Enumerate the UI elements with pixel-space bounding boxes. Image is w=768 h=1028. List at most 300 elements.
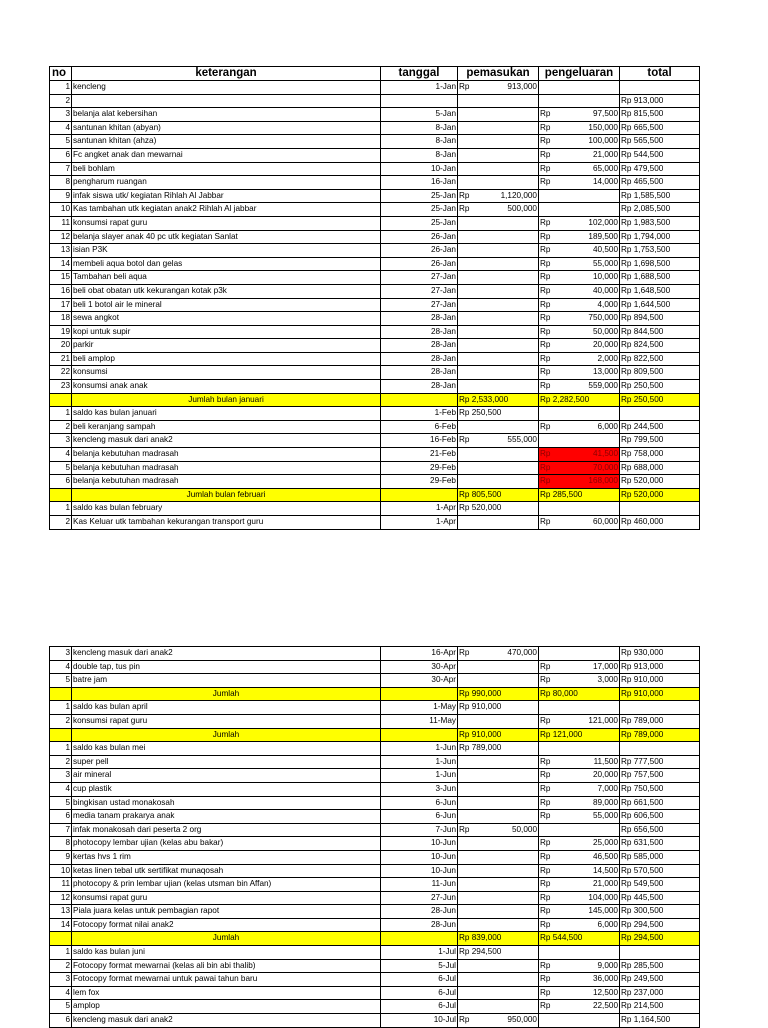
amount: 60,000 (592, 517, 618, 526)
amount: 150,000 (588, 122, 618, 132)
amount: 750,000 (588, 313, 618, 323)
currency-prefix: Rp (540, 245, 551, 255)
row-income (458, 271, 539, 285)
currency-prefix: Rp (459, 204, 470, 214)
row-date: 27-Jan (381, 284, 458, 298)
row-date: 29-Feb (381, 461, 458, 475)
amount: 145,000 (588, 906, 618, 916)
row-income (458, 973, 539, 987)
row-balance: Rp 930,000 (620, 647, 700, 661)
row-description: konsumsi (72, 366, 381, 380)
subtotal-row (50, 687, 700, 701)
currency-prefix: Rp (540, 960, 551, 970)
row-balance: Rp 520,000 (620, 475, 700, 489)
row-date: 27-Jun (381, 891, 458, 905)
table-row (50, 420, 700, 434)
row-date: 25-Jan (381, 203, 458, 217)
currency-prefix: Rp (540, 353, 551, 363)
subtotal-balance: Rp 294,500 (620, 932, 700, 946)
row-income (458, 837, 539, 851)
row-no: 13 (50, 905, 72, 919)
row-no (50, 687, 72, 701)
row-description: kopi untuk supir (72, 325, 381, 339)
row-description (72, 94, 381, 108)
row-income (458, 216, 539, 230)
row-expense (539, 823, 620, 837)
row-description: beli bohlam (72, 162, 381, 176)
row-date: 1-Jul (381, 946, 458, 960)
amount: 22,500 (592, 1001, 618, 1011)
table-row (50, 810, 700, 824)
currency-prefix: Rp (540, 299, 551, 309)
row-date (381, 94, 458, 108)
table-row (50, 189, 700, 203)
row-expense (539, 850, 620, 864)
row-date: 28-Jun (381, 905, 458, 919)
row-no: 11 (50, 216, 72, 230)
row-no: 2 (50, 755, 72, 769)
row-expense (539, 148, 620, 162)
table-row (50, 461, 700, 475)
amount: 913,000 (507, 82, 537, 91)
row-no: 14 (50, 257, 72, 271)
currency-prefix: Rp (540, 109, 551, 119)
row-expense (539, 339, 620, 353)
row-expense (539, 448, 620, 462)
row-description: santunan khitan (ahza) (72, 135, 381, 149)
subtotal-expense: Rp 80,000 (539, 687, 620, 701)
row-balance: Rp 285,500 (620, 959, 700, 973)
row-balance: Rp 822,500 (620, 352, 700, 366)
row-expense (539, 701, 620, 715)
table-row (50, 81, 700, 95)
row-expense (539, 647, 620, 661)
row-description: cup plastik (72, 782, 381, 796)
row-no: 12 (50, 230, 72, 244)
currency-prefix: Rp (540, 217, 551, 227)
currency-prefix: Rp (540, 1001, 551, 1011)
row-description: super pell (72, 755, 381, 769)
row-no: 23 (50, 380, 72, 394)
row-date: 8-Jan (381, 135, 458, 149)
row-no: 4 (50, 448, 72, 462)
row-balance: Rp 656,500 (620, 823, 700, 837)
table-row (50, 823, 700, 837)
row-expense (539, 905, 620, 919)
row-no: 3 (50, 769, 72, 783)
row-expense (539, 810, 620, 824)
row-income (458, 352, 539, 366)
row-no: 5 (50, 461, 72, 475)
row-date (381, 687, 458, 701)
row-description: beli keranjang sampah (72, 420, 381, 434)
subtotal-income: Rp 839,000 (458, 932, 539, 946)
row-income (458, 864, 539, 878)
row-expense (539, 257, 620, 271)
row-expense (539, 891, 620, 905)
row-no: 5 (50, 674, 72, 688)
row-date: 28-Jun (381, 918, 458, 932)
row-no: 8 (50, 176, 72, 190)
currency-prefix: Rp (540, 919, 551, 929)
currency-prefix: Rp (540, 851, 551, 861)
row-no: 5 (50, 796, 72, 810)
row-balance: Rp 565,500 (620, 135, 700, 149)
row-date: 7-Jun (381, 823, 458, 837)
row-date: 6-Jul (381, 973, 458, 987)
table-row (50, 796, 700, 810)
table-row (50, 298, 700, 312)
row-expense (539, 244, 620, 258)
currency-prefix: Rp (540, 177, 551, 187)
row-date: 27-Jan (381, 298, 458, 312)
amount: 12,500 (592, 987, 618, 997)
row-income (458, 918, 539, 932)
row-description: Piala juara kelas untuk pembagian rapot (72, 905, 381, 919)
table-row (50, 366, 700, 380)
row-balance: Rp 665,500 (620, 121, 700, 135)
table-row (50, 312, 700, 326)
row-balance: Rp 777,500 (620, 755, 700, 769)
row-balance: Rp 465,500 (620, 176, 700, 190)
table-row (50, 918, 700, 932)
table-row (50, 339, 700, 353)
row-no: 6 (50, 810, 72, 824)
currency-prefix: Rp (540, 476, 551, 486)
row-income (458, 420, 539, 434)
currency-prefix: Rp (540, 163, 551, 173)
row-income: Rp 294,500 (458, 946, 539, 960)
row-income (458, 380, 539, 394)
table-row (50, 271, 700, 285)
amount: 20,000 (592, 340, 618, 350)
amount: 102,000 (588, 217, 618, 227)
row-income (458, 325, 539, 339)
row-no: 19 (50, 325, 72, 339)
row-expense (539, 755, 620, 769)
currency-prefix: Rp (540, 987, 551, 997)
subtotal-row (50, 728, 700, 742)
row-no (50, 728, 72, 742)
table-row (50, 257, 700, 271)
row-balance: Rp 809,500 (620, 366, 700, 380)
table-row (50, 701, 700, 715)
row-no: 4 (50, 986, 72, 1000)
row-description: saldo kas bulan april (72, 701, 381, 715)
row-date: 16-Feb (381, 434, 458, 448)
subtotal-row (50, 932, 700, 946)
row-description: belanja slayer anak 40 pc utk kegiatan Sanlat (72, 230, 381, 244)
currency-prefix: Rp (540, 517, 551, 526)
row-no: 9 (50, 850, 72, 864)
row-balance: Rp 1,688,500 (620, 271, 700, 285)
amount: 36,000 (592, 974, 618, 984)
row-description: Fotocopy format nilai anak2 (72, 918, 381, 932)
row-balance: Rp 585,000 (620, 850, 700, 864)
row-expense (539, 420, 620, 434)
row-expense (539, 352, 620, 366)
row-income (458, 878, 539, 892)
row-description: konsumsi rapat guru (72, 714, 381, 728)
row-no: 12 (50, 891, 72, 905)
row-description: infak monakosah dari peserta 2 org (72, 823, 381, 837)
table-row (50, 891, 700, 905)
row-date: 6-Jun (381, 796, 458, 810)
table-row (50, 714, 700, 728)
row-balance: Rp 214,500 (620, 1000, 700, 1014)
row-description: saldo kas bulan juni (72, 946, 381, 960)
row-date: 6-Jul (381, 986, 458, 1000)
currency-prefix: Rp (540, 865, 551, 875)
row-balance: Rp 688,000 (620, 461, 700, 475)
row-expense (539, 189, 620, 203)
row-income: Rp 910,000 (458, 701, 539, 715)
amount: 40,000 (592, 285, 618, 295)
amount: 89,000 (592, 797, 618, 807)
row-description: kencleng masuk dari anak2 (72, 647, 381, 661)
table-row (50, 755, 700, 769)
row-date: 5-Jul (381, 959, 458, 973)
row-description: Fotocopy format mewarnai (kelas ali bin abi thalib) (72, 959, 381, 973)
row-income (458, 660, 539, 674)
amount: 104,000 (588, 892, 618, 902)
row-expense (539, 918, 620, 932)
row-expense (539, 298, 620, 312)
amount: 2,000 (597, 353, 618, 363)
row-balance: Rp 300,500 (620, 905, 700, 919)
row-income (458, 298, 539, 312)
subtotal-label: Jumlah (72, 728, 381, 742)
row-date: 6-Jul (381, 1000, 458, 1014)
amount: 25,000 (592, 838, 618, 848)
row-expense (539, 81, 620, 95)
currency-prefix: Rp (540, 231, 551, 241)
amount: 13,000 (592, 367, 618, 377)
currency-prefix: Rp (459, 82, 470, 91)
currency-prefix: Rp (540, 462, 551, 472)
row-description: beli amplop (72, 352, 381, 366)
currency-prefix: Rp (540, 340, 551, 350)
row-balance: Rp 631,500 (620, 837, 700, 851)
row-date (381, 393, 458, 407)
row-date: 3-Jun (381, 782, 458, 796)
row-no: 15 (50, 271, 72, 285)
table-row (50, 647, 700, 661)
table-row (50, 284, 700, 298)
row-description: amplop (72, 1000, 381, 1014)
row-income (458, 434, 539, 448)
table-row (50, 878, 700, 892)
row-no: 1 (50, 946, 72, 960)
row-date: 1-Jun (381, 755, 458, 769)
table-row (50, 986, 700, 1000)
row-no: 3 (50, 108, 72, 122)
row-no: 3 (50, 434, 72, 448)
table-row (50, 325, 700, 339)
table-row (50, 162, 700, 176)
header-pengeluaran: pengeluaran (539, 67, 620, 81)
row-balance: Rp 544,500 (620, 148, 700, 162)
row-income (458, 230, 539, 244)
row-no: 21 (50, 352, 72, 366)
row-date: 10-Jun (381, 850, 458, 864)
currency-prefix: Rp (540, 272, 551, 282)
table-row (50, 1000, 700, 1014)
row-no: 8 (50, 837, 72, 851)
row-no: 2 (50, 959, 72, 973)
row-no: 16 (50, 284, 72, 298)
subtotal-row (50, 393, 700, 407)
row-balance: Rp 894,500 (620, 312, 700, 326)
row-date: 11-Jun (381, 878, 458, 892)
row-date: 25-Jan (381, 216, 458, 230)
amount: 555,000 (507, 435, 537, 445)
row-income (458, 81, 539, 95)
header-pemasukan: pemasukan (458, 67, 539, 81)
row-income (458, 516, 539, 530)
row-income: Rp 250,500 (458, 407, 539, 421)
row-balance: Rp 824,500 (620, 339, 700, 353)
row-expense (539, 796, 620, 810)
row-date: 21-Feb (381, 448, 458, 462)
row-date: 8-Jan (381, 121, 458, 135)
amount: 14,000 (592, 177, 618, 187)
table-row (50, 135, 700, 149)
row-date: 1-Jun (381, 769, 458, 783)
row-balance (620, 407, 700, 421)
row-description: santunan khitan (abyan) (72, 121, 381, 135)
table-row (50, 674, 700, 688)
currency-prefix: Rp (459, 824, 470, 834)
row-expense (539, 135, 620, 149)
row-balance: Rp 606,500 (620, 810, 700, 824)
currency-prefix: Rp (540, 258, 551, 268)
table-row (50, 230, 700, 244)
table-row (50, 1014, 700, 1028)
currency-prefix: Rp (540, 838, 551, 848)
row-balance: Rp 661,500 (620, 796, 700, 810)
table-row (50, 837, 700, 851)
row-expense (539, 407, 620, 421)
row-income (458, 461, 539, 475)
row-balance: Rp 815,500 (620, 108, 700, 122)
currency-prefix: Rp (540, 783, 551, 793)
row-expense (539, 230, 620, 244)
table-row (50, 434, 700, 448)
row-expense (539, 216, 620, 230)
row-no: 7 (50, 162, 72, 176)
row-expense (539, 864, 620, 878)
row-description: konsumsi anak anak (72, 380, 381, 394)
row-description: Kas Keluar utk tambahan kekurangan transport guru (72, 516, 381, 530)
row-expense (539, 769, 620, 783)
row-expense (539, 475, 620, 489)
row-balance: Rp 1,983,500 (620, 216, 700, 230)
ledger-table-page-1 (49, 66, 700, 530)
row-income (458, 135, 539, 149)
row-description: photocopy lembar ujian (kelas abu bakar) (72, 837, 381, 851)
row-description: media tanam prakarya anak (72, 810, 381, 824)
row-no: 4 (50, 660, 72, 674)
row-description: kencleng masuk dari anak2 (72, 1014, 381, 1028)
subtotal-label: Jumlah (72, 687, 381, 701)
row-no: 6 (50, 475, 72, 489)
currency-prefix: Rp (540, 326, 551, 336)
row-date: 28-Jan (381, 366, 458, 380)
table-row (50, 148, 700, 162)
row-income (458, 782, 539, 796)
row-description: kencleng masuk dari anak2 (72, 434, 381, 448)
row-income (458, 714, 539, 728)
row-date (381, 488, 458, 502)
subtotal-income: Rp 910,000 (458, 728, 539, 742)
row-income (458, 94, 539, 108)
currency-prefix: Rp (540, 974, 551, 984)
amount: 41,500 (592, 449, 618, 459)
currency-prefix: Rp (540, 381, 551, 391)
currency-prefix: Rp (540, 797, 551, 807)
row-expense (539, 742, 620, 756)
currency-prefix: Rp (540, 449, 551, 459)
row-balance: Rp 910,000 (620, 674, 700, 688)
ledger-body-2 (50, 647, 700, 1028)
row-expense (539, 502, 620, 516)
table-row (50, 352, 700, 366)
row-description: pengharum ruangan (72, 176, 381, 190)
row-expense (539, 203, 620, 217)
row-income (458, 755, 539, 769)
row-date: 1-Apr (381, 502, 458, 516)
subtotal-label: Jumlah bulan januari (72, 393, 381, 407)
row-date: 28-Jan (381, 380, 458, 394)
row-no: 10 (50, 864, 72, 878)
row-balance: Rp 249,500 (620, 973, 700, 987)
subtotal-row (50, 488, 700, 502)
row-date: 28-Jan (381, 339, 458, 353)
amount: 4,000 (597, 299, 618, 309)
row-no (50, 932, 72, 946)
subtotal-expense: Rp 285,500 (539, 488, 620, 502)
row-date: 26-Jan (381, 257, 458, 271)
amount: 97,500 (592, 109, 618, 119)
amount: 70,000 (592, 462, 618, 472)
row-no: 18 (50, 312, 72, 326)
row-balance (620, 81, 700, 95)
amount: 20,000 (592, 770, 618, 780)
row-expense (539, 121, 620, 135)
table-row (50, 203, 700, 217)
currency-prefix: Rp (540, 367, 551, 377)
row-income (458, 823, 539, 837)
row-income (458, 189, 539, 203)
row-description: belanja kebutuhan madrasah (72, 461, 381, 475)
row-balance: Rp 1,698,500 (620, 257, 700, 271)
subtotal-expense: Rp 121,000 (539, 728, 620, 742)
row-balance: Rp 294,500 (620, 918, 700, 932)
row-balance: Rp 479,500 (620, 162, 700, 176)
row-expense (539, 674, 620, 688)
row-date: 11-May (381, 714, 458, 728)
row-balance: Rp 549,500 (620, 878, 700, 892)
row-income (458, 244, 539, 258)
row-description: belanja kebutuhan madrasah (72, 448, 381, 462)
table-row (50, 244, 700, 258)
row-no: 17 (50, 298, 72, 312)
row-balance: Rp 1,585,500 (620, 189, 700, 203)
table-row (50, 94, 700, 108)
header-tanggal: tanggal (381, 67, 458, 81)
subtotal-income: Rp 990,000 (458, 687, 539, 701)
